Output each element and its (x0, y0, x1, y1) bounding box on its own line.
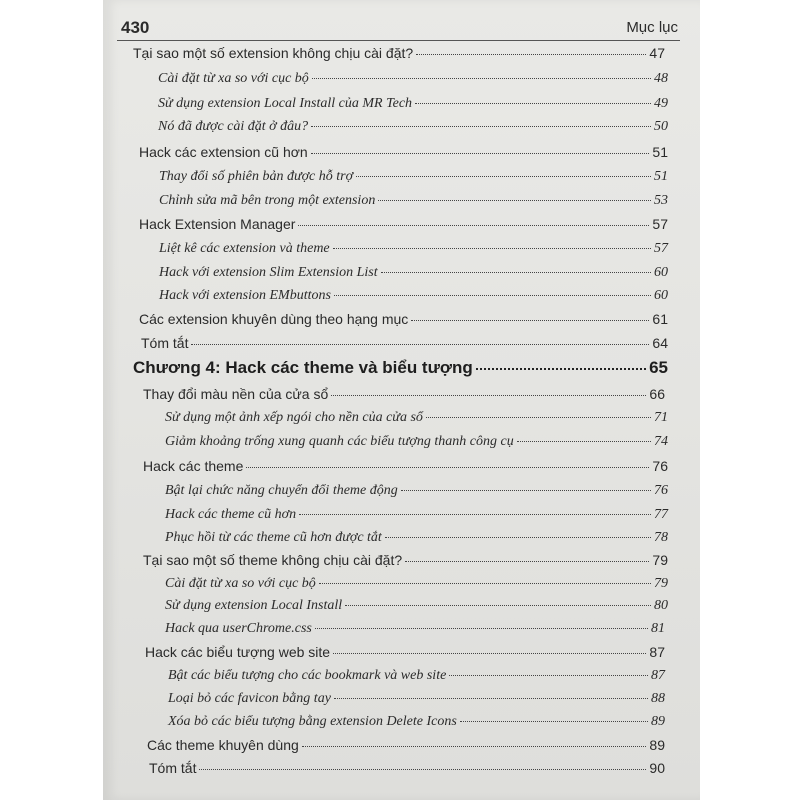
toc-entry-label: Hack các theme cũ hơn (165, 507, 297, 522)
toc-entry-page: 87 (651, 668, 665, 683)
toc-entry-page: 89 (651, 714, 665, 729)
toc-entry-label: Hack với extension EMbuttons (159, 288, 331, 303)
chapter-title: Chương 4: Hack các theme và biểu tượng (133, 358, 473, 377)
toc-entry (168, 668, 665, 684)
dot-leader (191, 344, 649, 345)
dot-leader (312, 78, 651, 79)
toc-entry-label: Thay đổi màu nền của cửa sổ (143, 386, 329, 402)
dot-leader (381, 272, 651, 273)
toc-entry (165, 576, 668, 592)
dot-leader (302, 746, 647, 747)
toc-entry (168, 714, 665, 730)
toc-entry-label: Hack các theme (143, 458, 244, 474)
toc-entry-page: 87 (649, 644, 665, 660)
toc-entry-label: Sử dụng extension Local Install của MR Tech (158, 96, 413, 111)
dot-leader (315, 628, 648, 629)
dot-leader (415, 103, 651, 104)
toc-entry (133, 45, 665, 61)
toc-entry-page: 60 (654, 288, 668, 303)
toc-entry-label: Cài đặt từ xa so với cục bộ (158, 71, 309, 86)
toc-entry-page: 79 (654, 576, 668, 591)
toc-entry-label: Liệt kê các extension và theme (159, 241, 330, 256)
toc-entry-label: Cài đặt từ xa so với cục bộ (165, 576, 316, 591)
toc-entry-label: Loại bỏ các favicon bằng tay (168, 691, 331, 706)
background-right (700, 0, 800, 800)
toc-entry (143, 552, 668, 568)
toc-entry-page: 71 (654, 410, 668, 425)
dot-leader (311, 126, 651, 127)
toc-entry-label: Nó đã được cài đặt ở đâu? (158, 119, 309, 134)
toc-entry-page: 79 (652, 552, 668, 568)
toc-entry (165, 530, 668, 546)
toc-entry-label: Các extension khuyên dùng theo hạng mục (139, 311, 409, 327)
toc-entry-label: Thay đổi số phiên bản được hỗ trợ (159, 169, 354, 184)
toc-entry (159, 169, 668, 185)
toc-entry-label: Hack các biểu tượng web site (145, 644, 331, 660)
toc-entry-page: 51 (652, 144, 668, 160)
toc-entry (168, 691, 665, 707)
toc-entry (158, 119, 668, 135)
toc-entry-page: 78 (654, 530, 668, 545)
dot-leader (345, 605, 651, 606)
dot-leader (411, 320, 649, 321)
toc-entry-label: Tại sao một số theme không chịu cài đặt? (143, 552, 403, 568)
toc-entry (165, 507, 668, 523)
toc-entry (139, 311, 668, 327)
dot-leader (331, 395, 646, 396)
toc-entry (159, 265, 668, 281)
dot-leader (334, 698, 648, 699)
chapter-heading (133, 358, 668, 378)
toc-entry-page: 76 (652, 458, 668, 474)
toc-entry-page: 60 (654, 265, 668, 280)
toc-entry (165, 434, 668, 450)
section-title: Mục lục (626, 19, 678, 36)
dot-leader (449, 675, 648, 676)
toc-entry-label: Sử dụng extension Local Install (165, 598, 343, 613)
book-page (103, 0, 700, 800)
toc-entry (143, 386, 665, 402)
toc-entry (159, 241, 668, 257)
toc-entry-page: 48 (654, 71, 668, 86)
toc-entry-label: Bật các biểu tượng cho các bookmark và web site (168, 668, 447, 683)
toc-entry-page: 51 (654, 169, 668, 184)
toc-entry-page: 90 (649, 760, 665, 776)
dot-leader (299, 514, 651, 515)
background-left (0, 0, 103, 800)
dot-leader (298, 225, 649, 226)
toc-entry (159, 193, 668, 209)
toc-entry-label: Hack với extension Slim Extension List (159, 265, 378, 280)
toc-entry-label: Phục hồi từ các theme cũ hơn được tắt (165, 530, 382, 545)
dot-leader (517, 441, 651, 442)
dot-leader (385, 537, 651, 538)
toc-entry-page: 47 (649, 45, 665, 61)
toc-entry-page: 80 (654, 598, 668, 613)
toc-entry-page: 64 (652, 335, 668, 351)
toc-entry-page: 81 (651, 621, 665, 636)
toc-entry-page: 53 (654, 193, 668, 208)
dot-leader (334, 295, 651, 296)
toc-entry-page: 77 (654, 507, 668, 522)
toc-entry-label: Hack các extension cũ hơn (139, 144, 308, 160)
toc-entry (158, 96, 668, 112)
dot-leader (333, 653, 646, 654)
chapter-page: 65 (649, 358, 668, 377)
toc-entry-page: 66 (649, 386, 665, 402)
dot-leader (333, 248, 651, 249)
dot-leader (356, 176, 651, 177)
toc-entry (165, 410, 668, 426)
toc-entry (159, 288, 668, 304)
toc-entry-page: 74 (654, 434, 668, 449)
toc-entry-page: 49 (654, 96, 668, 111)
toc-entry (158, 71, 668, 87)
toc-entry-page: 57 (654, 241, 668, 256)
toc-entry (165, 483, 668, 499)
page-number: 430 (121, 18, 150, 37)
toc-entry-page: 76 (654, 483, 668, 498)
dot-leader (319, 583, 651, 584)
dot-leader (199, 769, 646, 770)
toc-entry-label: Tại sao một số extension không chịu cài đặt? (133, 45, 414, 61)
dot-leader (460, 721, 648, 722)
toc-entry-label: Xóa bỏ các biểu tượng bằng extension Delete Icons (168, 714, 457, 729)
dot-leader (476, 368, 646, 370)
toc-entry-label: Hack Extension Manager (139, 216, 296, 232)
toc-entry (165, 598, 668, 614)
toc-entry-page: 61 (652, 311, 668, 327)
toc-entry-label: Tóm tắt (141, 335, 189, 351)
toc-entry-page: 50 (654, 119, 668, 134)
toc-entry-page: 88 (651, 691, 665, 706)
toc-entry-label: Sử dụng một ảnh xếp ngói cho nền của cửa sổ (165, 410, 423, 425)
dot-leader (426, 417, 651, 418)
toc-entry (139, 144, 668, 160)
toc-entry-page: 57 (652, 216, 668, 232)
dot-leader (246, 467, 649, 468)
toc-entry-label: Tóm tắt (149, 760, 197, 776)
toc-entry (143, 458, 668, 474)
table-of-contents (103, 0, 700, 800)
toc-entry-label: Chỉnh sửa mã bên trong một extension (159, 193, 376, 208)
toc-entry-label: Các theme khuyên dùng (147, 737, 299, 753)
toc-entry (139, 216, 668, 232)
toc-entry (147, 737, 665, 753)
toc-entry-label: Giảm khoảng trống xung quanh các biểu tượng thanh công cụ (165, 434, 514, 449)
toc-entry (165, 621, 665, 637)
toc-entry-page: 89 (649, 737, 665, 753)
dot-leader (311, 153, 650, 154)
dot-leader (405, 561, 649, 562)
toc-entry-label: Bật lại chức năng chuyển đổi theme động (165, 483, 398, 498)
dot-leader (378, 200, 651, 201)
toc-entry (149, 760, 665, 776)
dot-leader (401, 490, 651, 491)
toc-entry (145, 644, 665, 660)
toc-entry (141, 335, 668, 351)
dot-leader (416, 54, 646, 55)
toc-entry-label: Hack qua userChrome.css (165, 621, 312, 636)
